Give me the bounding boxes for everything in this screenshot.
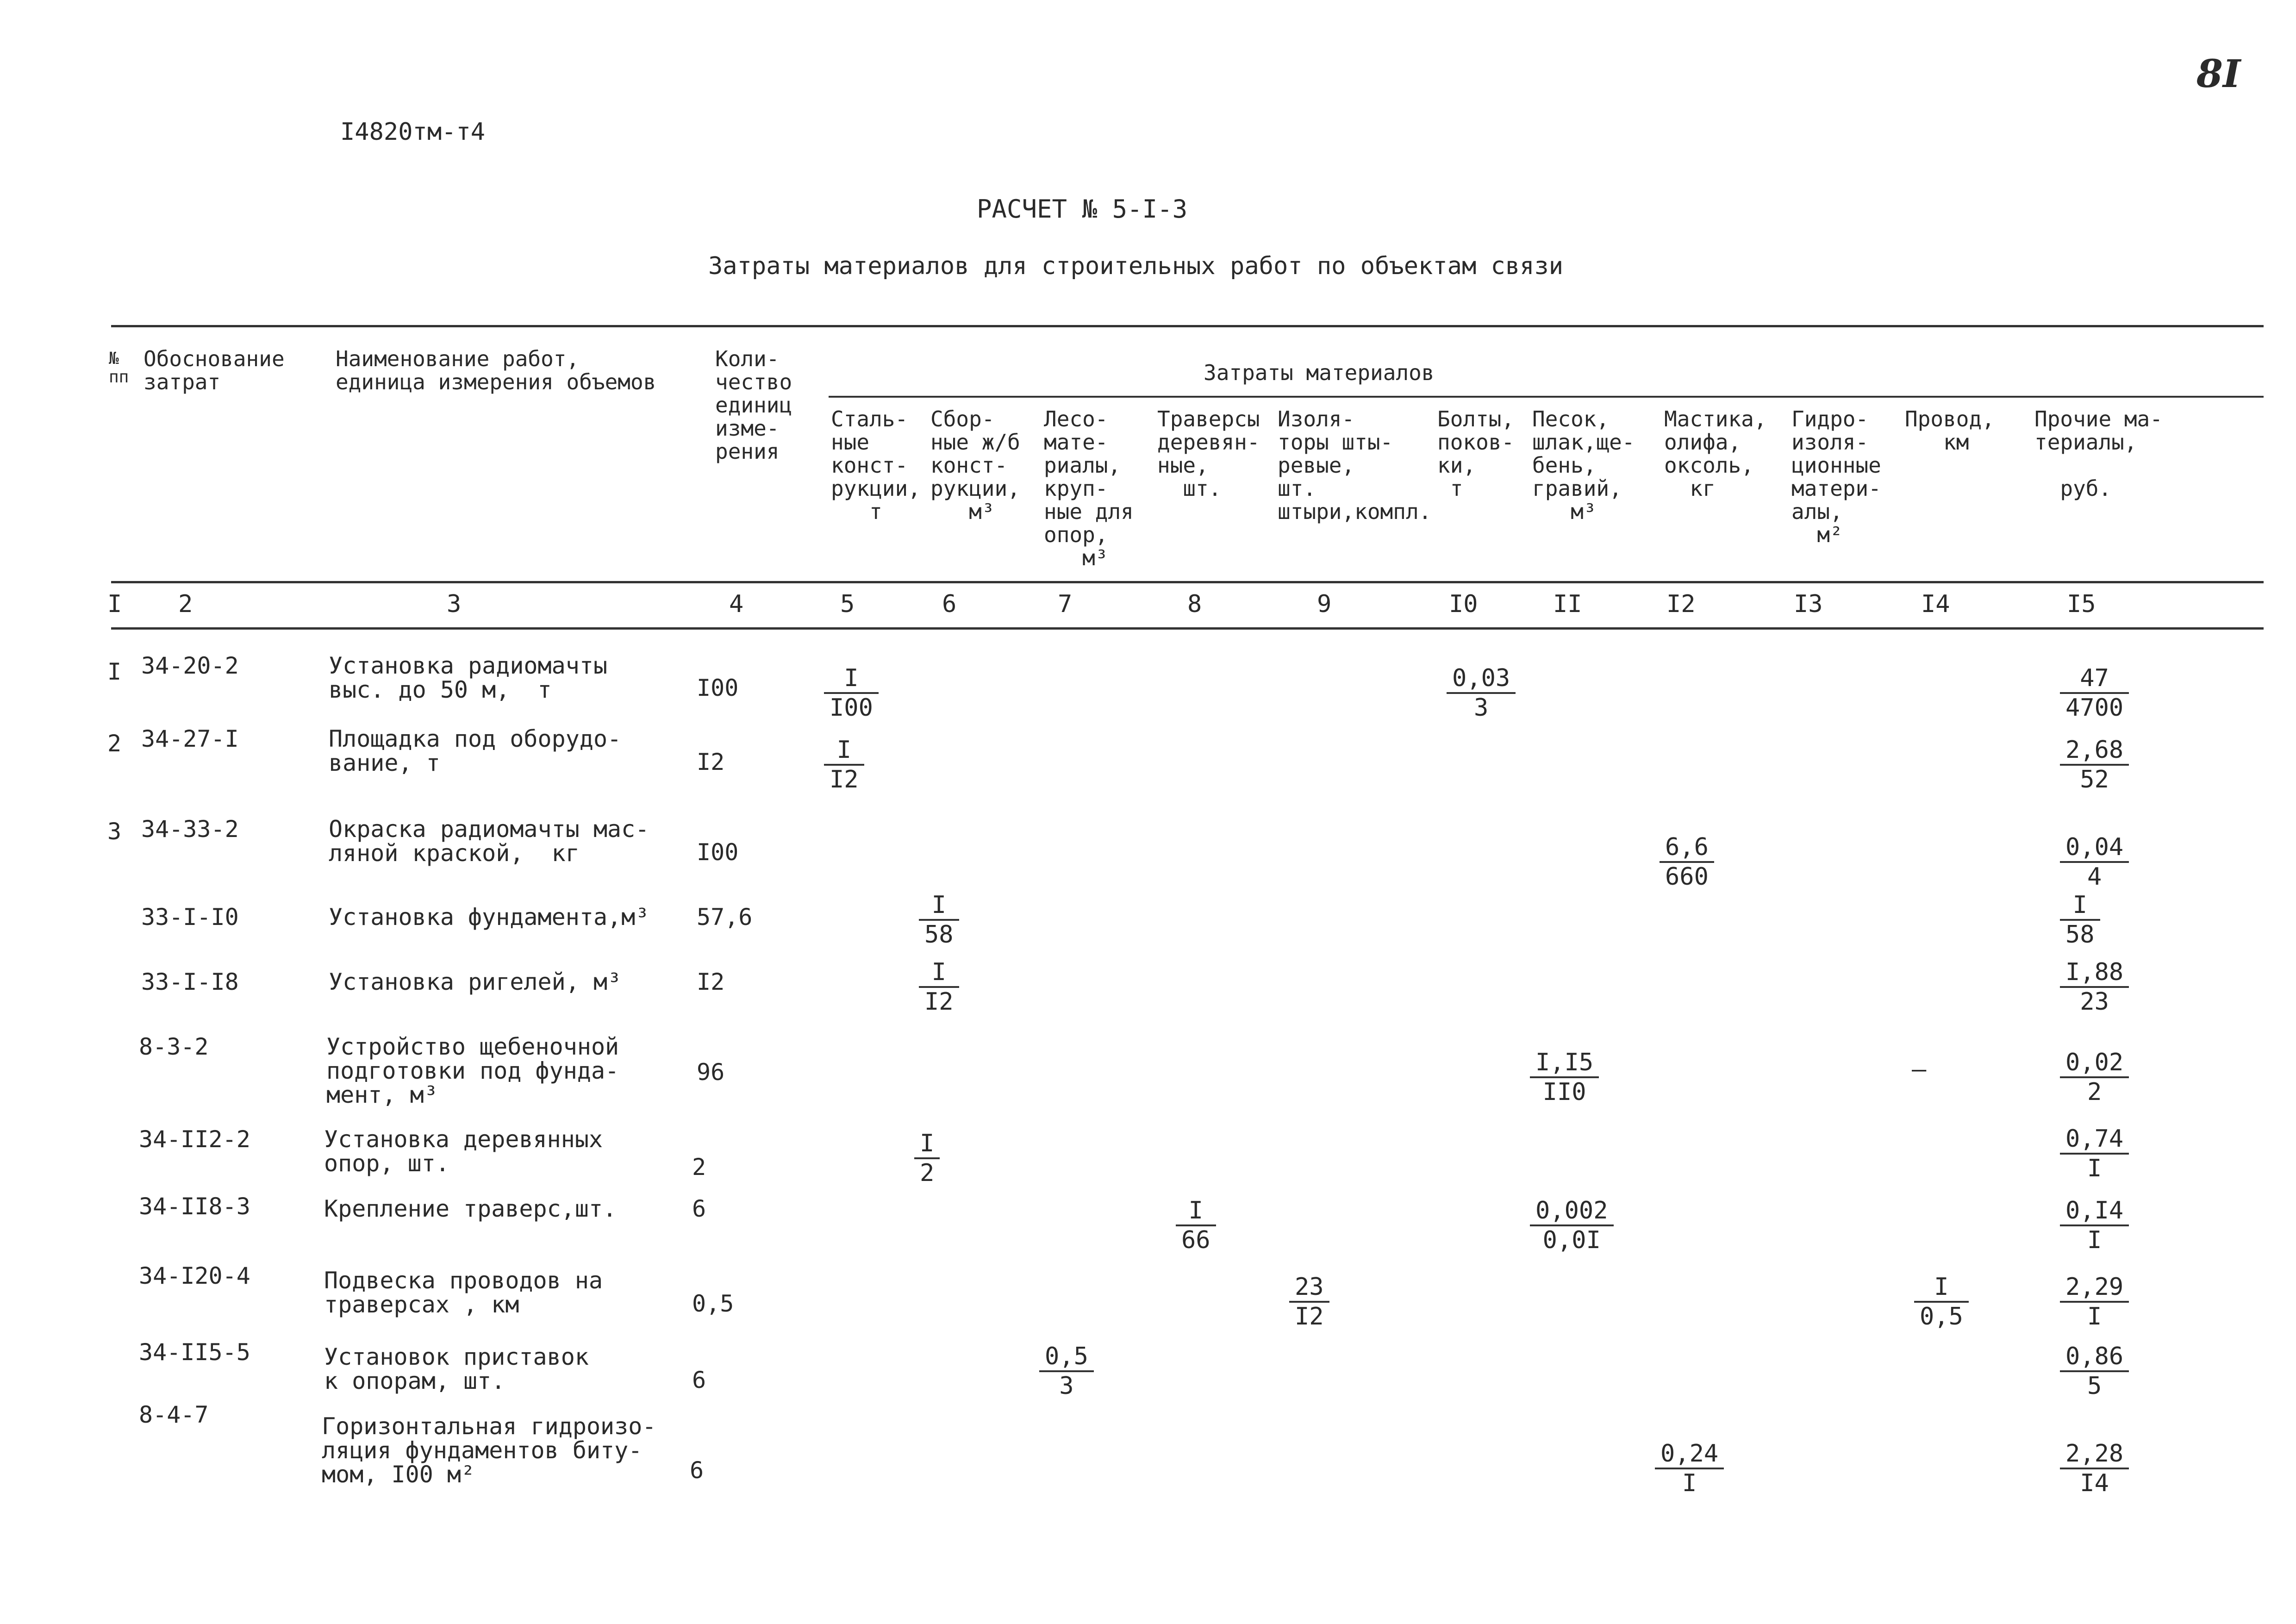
column-number: I4 xyxy=(1921,590,1950,618)
row-quantity: I2 xyxy=(697,749,725,775)
fraction-sand: $\frac{I,I5}{II0}$ xyxy=(1530,1049,1599,1106)
fraction-other: $\frac{2,28}{I4}$ xyxy=(2060,1440,2129,1497)
header-bottom-rule xyxy=(111,581,2264,583)
fraction-other: $\frac{0,02}{2}$ xyxy=(2060,1049,2129,1106)
fraction-other: $\frac{0,04}{4}$ xyxy=(2060,833,2129,891)
column-number: I2 xyxy=(1666,590,1696,618)
column-number: II xyxy=(1553,590,1582,618)
row-work-name: Горизонтальная гидроизо- ляция фундаментов биту- мом, I00 м² xyxy=(322,1413,656,1488)
fraction-mastic: $\frac{6,6}{660}$ xyxy=(1660,833,1714,891)
column-number: I0 xyxy=(1449,590,1478,618)
row-number: I xyxy=(107,658,122,685)
row-quantity: I00 xyxy=(697,839,739,866)
page-title: РАСЧЕТ № 5-I-3 xyxy=(977,194,1188,224)
row-work-name: Установка деревянных опор, шт. xyxy=(324,1126,603,1177)
row-basis: 33-I-I8 xyxy=(141,968,239,995)
column-number: 5 xyxy=(840,590,855,618)
page-number: 8I xyxy=(2196,52,2241,96)
wire-dash: — xyxy=(1912,1056,1927,1083)
header-basis: Обоснование затрат xyxy=(144,346,285,394)
row-basis: 34-II5-5 xyxy=(139,1339,250,1366)
column-number: I5 xyxy=(2067,590,2096,618)
fraction-other: $\frac{0,I4}{I}$ xyxy=(2060,1197,2129,1254)
row-basis: 34-27-I xyxy=(141,725,239,752)
row-work-name: Установок приставок к опорам, шт. xyxy=(324,1343,589,1394)
column-number: I3 xyxy=(1794,590,1823,618)
fraction-timber: $\frac{0,5}{3}$ xyxy=(1039,1343,1094,1400)
row-quantity: 0,5 xyxy=(692,1290,734,1317)
fraction-other: $\frac{2,29}{I}$ xyxy=(2060,1273,2129,1330)
header-precast: Сбор- ные ж/б конст- рукции, м³ xyxy=(930,406,1020,524)
row-quantity: 6 xyxy=(692,1367,706,1393)
header-insulators: Изоля- торы шты- ревые, шт. штыри,компл. xyxy=(1278,406,1432,524)
row-number: 2 xyxy=(107,730,122,757)
table-top-rule xyxy=(111,325,2264,327)
row-basis: 34-II8-3 xyxy=(139,1193,250,1220)
fraction-wire: $\frac{I}{0,5}$ xyxy=(1914,1273,1969,1330)
column-number: 2 xyxy=(178,590,193,618)
header-waterproof: Гидро- изоля- ционные матери- алы, м² xyxy=(1791,406,1881,547)
row-work-name: Установка фундамента,м³ xyxy=(329,904,649,931)
fraction-insulators: $\frac{23}{I2}$ xyxy=(1289,1273,1329,1330)
fraction-bolts: $\frac{0,03}{3}$ xyxy=(1447,664,1516,722)
row-basis: 34-I20-4 xyxy=(139,1262,250,1289)
fraction-sand: $\frac{0,002}{0,0I}$ xyxy=(1530,1197,1614,1254)
row-quantity: I00 xyxy=(697,675,739,701)
row-basis: 8-4-7 xyxy=(139,1401,209,1428)
row-quantity: 2 xyxy=(692,1154,706,1181)
row-basis: 34-II2-2 xyxy=(139,1126,250,1153)
row-basis: 34-33-2 xyxy=(141,816,239,843)
header-bolts: Болты, поков- ки, т xyxy=(1437,406,1515,501)
header-steel: Сталь- ные конст- рукции, т xyxy=(831,406,921,524)
fraction-other: $\frac{I,88}{23}$ xyxy=(2060,958,2129,1016)
row-basis: 33-I-I0 xyxy=(141,904,239,931)
row-work-name: Установка радиомачты выс. до 50 м, т xyxy=(329,652,608,703)
materials-group-rule xyxy=(829,396,2264,398)
fraction-traverses: $\frac{I}{66}$ xyxy=(1176,1197,1216,1254)
header-sand: Песок, шлак,ще- бень, гравий, м³ xyxy=(1532,406,1635,524)
header-other: Прочие ма- териалы, руб. xyxy=(2034,406,2163,501)
row-basis: 34-20-2 xyxy=(141,652,239,679)
fraction-other: $\frac{2,68}{52}$ xyxy=(2060,736,2129,793)
row-work-name: Установка ригелей, м³ xyxy=(329,968,622,995)
fraction-steel: $\frac{I}{I00}$ xyxy=(824,664,879,722)
column-number: 6 xyxy=(942,590,957,618)
fraction-steel: $\frac{I}{I2}$ xyxy=(824,736,864,793)
row-quantity: 96 xyxy=(697,1059,725,1086)
column-number: 7 xyxy=(1058,590,1073,618)
row-quantity: 57,6 xyxy=(697,904,753,931)
header-mastic: Мастика, олифа, оксоль, кг xyxy=(1664,406,1767,501)
fraction-mastic: $\frac{0,24}{I}$ xyxy=(1655,1440,1724,1497)
fraction-other: $\frac{47}{4700}$ xyxy=(2060,664,2129,722)
fraction-precast: $\frac{I}{2}$ xyxy=(914,1130,940,1187)
header-materials-group: Затраты материалов xyxy=(1204,360,1435,385)
row-work-name: Подвеска проводов на траверсах , км xyxy=(324,1267,603,1318)
document-code: I4820тм-т4 xyxy=(340,118,486,146)
row-quantity: 6 xyxy=(692,1195,706,1222)
page-subtitle: Затраты материалов для строительных работ по объектам связи xyxy=(708,252,1564,280)
row-number: 3 xyxy=(107,818,122,845)
column-number: 3 xyxy=(447,590,462,618)
header-traverses: Траверсы деревян- ные, шт. xyxy=(1157,406,1260,501)
header-quantity: Коли- чество единиц изме- рения xyxy=(715,346,792,464)
column-number: 8 xyxy=(1187,590,1202,618)
header-wire: Провод, км xyxy=(1905,406,1995,455)
column-number: I xyxy=(107,590,122,618)
header-row-number: № пп xyxy=(109,349,129,387)
row-quantity: 6 xyxy=(690,1457,704,1484)
column-number: 9 xyxy=(1317,590,1332,618)
fraction-other: $\frac{0,74}{I}$ xyxy=(2060,1125,2129,1182)
fraction-other: $\frac{I}{58}$ xyxy=(2060,891,2100,949)
fraction-other: $\frac{0,86}{5}$ xyxy=(2060,1343,2129,1400)
row-work-name: Крепление траверс,шт. xyxy=(324,1195,617,1222)
header-work-name: Наименование работ, единица измерения объемов xyxy=(336,346,656,394)
row-work-name: Окраска радиомачты мас- ляной краской, кг xyxy=(329,816,649,867)
row-basis: 8-3-2 xyxy=(139,1033,209,1060)
header-timber: Лесо- мате- риалы, круп- ные для опор, м³ xyxy=(1044,406,1134,570)
column-number: 4 xyxy=(729,590,744,618)
row-work-name: Устройство щебеночной подготовки под фунда- мент, м³ xyxy=(326,1033,619,1108)
row-work-name: Площадка под оборудо- вание, т xyxy=(329,725,622,776)
row-quantity: I2 xyxy=(697,968,725,995)
fraction-precast: $\frac{I}{I2}$ xyxy=(919,958,959,1016)
fraction-precast: $\frac{I}{58}$ xyxy=(919,891,959,949)
column-number-rule xyxy=(111,627,2264,630)
